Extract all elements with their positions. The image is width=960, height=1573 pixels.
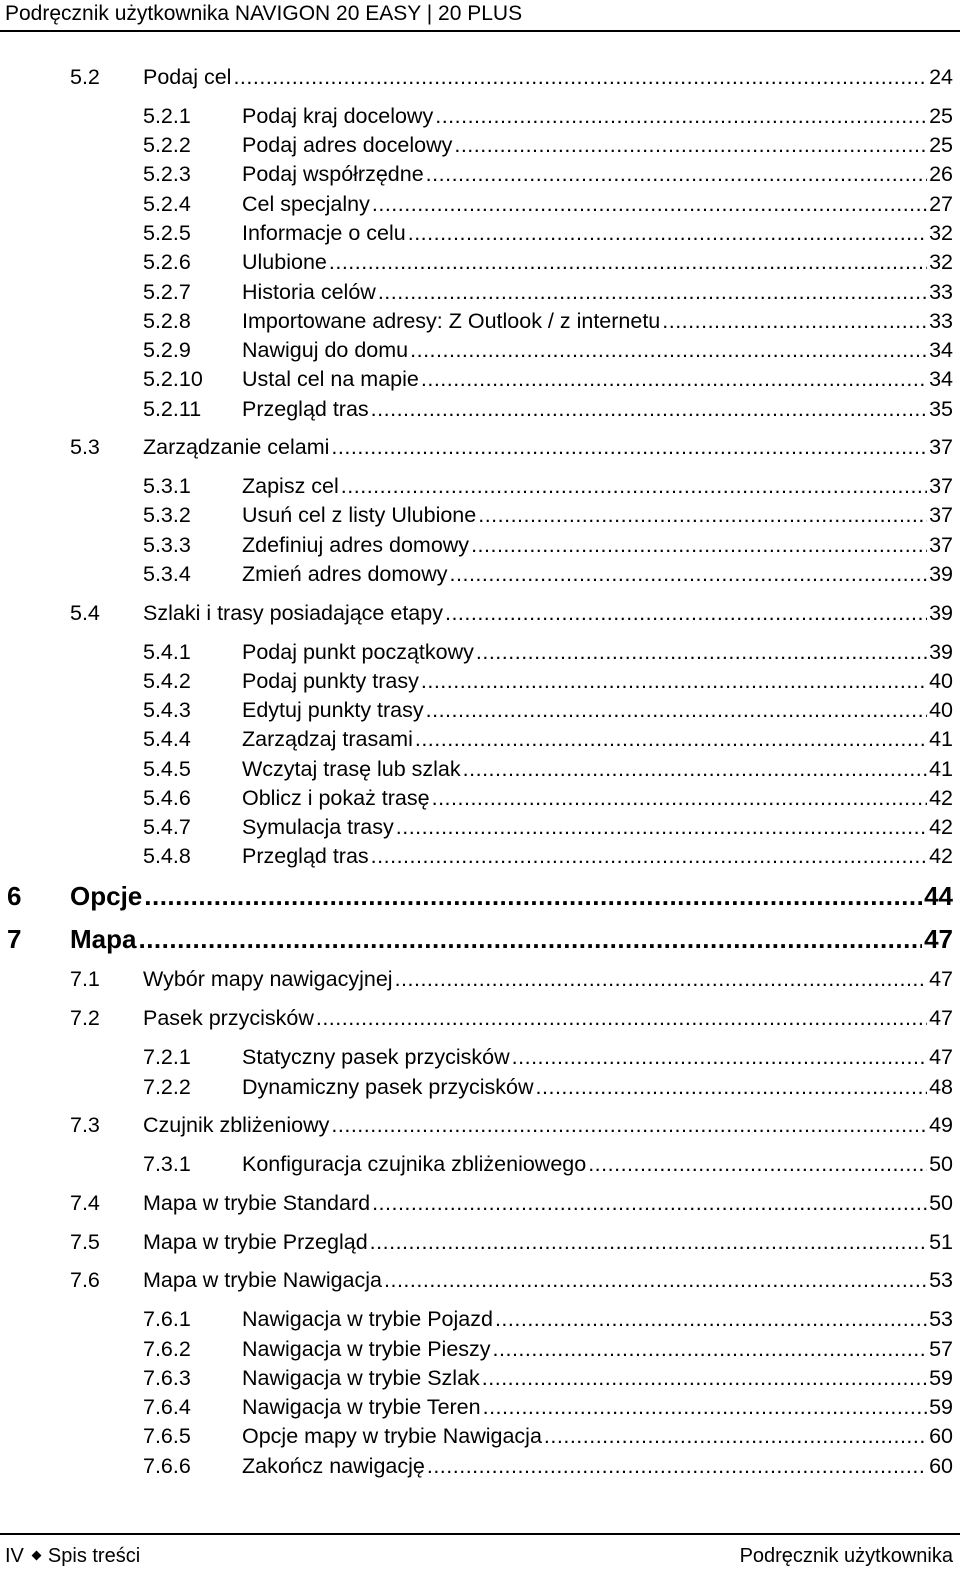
toc-entry-title: Statyczny pasek przycisków [242, 1045, 510, 1069]
toc-entry-level-3[interactable] [143, 395, 953, 423]
toc-entry-line [242, 667, 953, 695]
dot-leader [395, 965, 928, 993]
toc-entry-title: Opcje [70, 881, 143, 911]
dot-leader [408, 219, 927, 247]
page-footer [0, 1533, 960, 1573]
dot-leader [445, 599, 927, 627]
dot-leader [435, 102, 927, 130]
dot-leader [427, 1452, 927, 1480]
dot-leader [421, 365, 927, 393]
toc-entry-line [242, 102, 953, 130]
toc-entry-line [242, 1073, 953, 1101]
toc-entry-level-2[interactable] [70, 965, 953, 993]
toc-entry-level-3[interactable] [143, 336, 953, 364]
toc-entry-number: 5.4.5 [143, 757, 191, 781]
toc-entry-level-3[interactable] [143, 755, 953, 783]
toc-entry-page-number: 50 [929, 1191, 953, 1215]
toc-entry-number: 7.1 [70, 967, 100, 991]
toc-entry-page-number: 48 [929, 1075, 953, 1099]
toc-entry-title: Usuń cel z listy Ulubione [242, 503, 477, 527]
toc-entry-line [143, 1004, 953, 1032]
toc-entry-level-3[interactable] [143, 1422, 953, 1450]
dot-leader [426, 696, 927, 724]
toc-entry-title: Konfiguracja czujnika zbliżeniowego [242, 1152, 587, 1176]
toc-entry-number: 6 [7, 881, 22, 911]
toc-entry-level-3[interactable] [143, 472, 953, 500]
dot-leader [432, 784, 927, 812]
toc-entry-number: 5.4 [70, 601, 100, 625]
toc-entry-page-number: 25 [929, 104, 953, 128]
toc-entry-page-number: 42 [929, 815, 953, 839]
toc-entry-number: 5.4.4 [143, 727, 191, 751]
toc-entry-title: Wczytaj trasę lub szlak [242, 757, 461, 781]
toc-entry-line [143, 599, 953, 627]
toc-entry-number: 5.3.3 [143, 533, 191, 557]
toc-entry-level-3[interactable] [143, 102, 953, 130]
toc-entry-line [242, 131, 953, 159]
dot-leader [426, 160, 927, 188]
dot-leader [371, 395, 927, 423]
toc-entry-line [143, 965, 953, 993]
toc-entry-number: 5.3 [70, 435, 100, 459]
toc-entry-page-number: 47 [929, 967, 953, 991]
toc-entry-line [143, 1266, 953, 1294]
toc-entry-line [242, 531, 953, 559]
toc-entry-page-number: 49 [929, 1113, 953, 1137]
dot-leader [588, 1150, 927, 1178]
footer-section-name: Spis treści [47, 1545, 141, 1567]
toc-entry-page-number: 60 [929, 1424, 953, 1448]
toc-entry-line [242, 1422, 953, 1450]
toc-entry-line [242, 160, 953, 188]
toc-entry-level-2[interactable] [70, 1111, 953, 1139]
toc-entry-title: Symulacja trasy [242, 815, 394, 839]
toc-entry-number: 7 [7, 924, 22, 954]
dot-leader [371, 842, 927, 870]
toc-entry-line [242, 472, 953, 500]
dot-leader [483, 1393, 927, 1421]
toc-entry-level-3[interactable] [143, 501, 953, 529]
dot-leader [512, 1043, 927, 1071]
dot-leader [372, 190, 927, 218]
toc-entry-page-number: 47 [929, 1045, 953, 1069]
toc-entry-page-number: 33 [929, 309, 953, 333]
toc-entry-page-number: 39 [929, 601, 953, 625]
dot-leader [495, 1305, 927, 1333]
toc-entry-line [242, 842, 953, 870]
toc-entry-title: Podaj punkt początkowy [242, 640, 474, 664]
toc-entry-level-3[interactable] [143, 1305, 953, 1333]
toc-entry-level-3[interactable] [143, 1364, 953, 1392]
toc-entry-title: Mapa [70, 924, 137, 954]
toc-entry-title: Nawigacja w trybie Teren [242, 1395, 481, 1419]
toc-entry-level-1[interactable] [7, 922, 953, 956]
toc-entry-level-3[interactable] [143, 638, 953, 666]
dot-leader [415, 725, 927, 753]
dot-leader [331, 433, 927, 461]
toc-entry-level-3[interactable] [143, 531, 953, 559]
toc-entry-level-2[interactable] [70, 63, 953, 91]
toc-entry-number: 7.6.6 [143, 1454, 191, 1478]
toc-entry-page-number: 35 [929, 397, 953, 421]
toc-entry-line [242, 696, 953, 724]
toc-entry-page-number: 44 [924, 881, 953, 911]
toc-entry-number: 5.2.1 [143, 104, 191, 128]
toc-entry-page-number: 41 [929, 727, 953, 751]
footer-document-name: Podręcznik użytkownika [739, 1545, 953, 1567]
dot-leader [144, 879, 922, 913]
toc-entry-line [143, 1189, 953, 1217]
toc-entry-line [242, 219, 953, 247]
toc-entry-level-3[interactable] [143, 1043, 953, 1071]
dot-leader [341, 472, 927, 500]
toc-entry-title: Nawigacja w trybie Pojazd [242, 1307, 493, 1331]
toc-entry-level-3[interactable] [143, 842, 953, 870]
toc-entry-title: Ulubione [242, 250, 327, 274]
footer-page-number: IV [5, 1545, 24, 1567]
dot-leader [384, 1266, 927, 1294]
toc-entry-title: Wybór mapy nawigacyjnej [143, 967, 393, 991]
toc-entry-page-number: 39 [929, 562, 953, 586]
toc-entry-number: 5.4.7 [143, 815, 191, 839]
dot-leader [536, 1073, 928, 1101]
toc-entry-line [242, 395, 953, 423]
toc-entry-title: Nawigacja w trybie Pieszy [242, 1337, 491, 1361]
toc-entry-line [242, 638, 953, 666]
dot-leader [233, 63, 927, 91]
toc-entry-title: Czujnik zbliżeniowy [143, 1113, 330, 1137]
toc-entry-page-number: 59 [929, 1366, 953, 1390]
toc-entry-number: 5.2.8 [143, 309, 191, 333]
toc-entry-number: 7.6.3 [143, 1366, 191, 1390]
toc-entry-page-number: 53 [929, 1307, 953, 1331]
toc-entry-title: Edytuj punkty trasy [242, 698, 424, 722]
toc-entry-line [242, 1150, 953, 1178]
toc-entry-number: 7.3.1 [143, 1152, 191, 1176]
toc-entry-page-number: 47 [924, 924, 953, 954]
toc-entry-level-3[interactable] [143, 560, 953, 588]
dot-leader [471, 531, 927, 559]
toc-entry-number: 5.4.2 [143, 669, 191, 693]
toc-entry-number: 7.2 [70, 1006, 100, 1030]
toc-entry-level-3[interactable] [143, 131, 953, 159]
dot-leader [450, 560, 928, 588]
toc-entry-title: Nawiguj do domu [242, 338, 409, 362]
toc-entry-level-3[interactable] [143, 160, 953, 188]
toc-entry-number: 7.2.2 [143, 1075, 191, 1099]
toc-entry-number: 5.2.7 [143, 280, 191, 304]
toc-entry-page-number: 37 [929, 474, 953, 498]
dot-leader [396, 813, 927, 841]
toc-entry-level-3[interactable] [143, 696, 953, 724]
toc-entry-title: Ustal cel na mapie [242, 367, 419, 391]
toc-entry-line [242, 1364, 953, 1392]
toc-entry-line [242, 1043, 953, 1071]
toc-entry-page-number: 51 [929, 1230, 953, 1254]
toc-entry-page-number: 40 [929, 698, 953, 722]
dot-leader [482, 1364, 927, 1392]
toc-entry-number: 7.4 [70, 1191, 100, 1215]
dot-leader [662, 307, 927, 335]
dot-leader [331, 1111, 927, 1139]
toc-entry-level-3[interactable] [143, 365, 953, 393]
toc-entry-page-number: 50 [929, 1152, 953, 1176]
toc-entry-level-2[interactable] [70, 1189, 953, 1217]
toc-entry-line [242, 560, 953, 588]
dot-leader [478, 501, 927, 529]
toc-entry-line [143, 1228, 953, 1256]
toc-entry-line [242, 190, 953, 218]
toc-entry-page-number: 25 [929, 133, 953, 157]
document-title: Podręcznik użytkownika NAVIGON 20 EASY | 20 PLUS [5, 2, 523, 25]
toc-entry-line [242, 813, 953, 841]
toc-entry-title: Zarządzaj trasami [242, 727, 413, 751]
toc-entry-title: Przegląd tras [242, 397, 369, 421]
toc-entry-level-3[interactable] [143, 307, 953, 335]
toc-entry-page-number: 32 [929, 250, 953, 274]
toc-entry-number: 5.4.6 [143, 786, 191, 810]
toc-entry-number: 5.2.10 [143, 367, 203, 391]
toc-entry-page-number: 34 [929, 367, 953, 391]
toc-entry-line [242, 307, 953, 335]
toc-entry-number: 7.2.1 [143, 1045, 191, 1069]
toc-entry-page-number: 32 [929, 221, 953, 245]
toc-entry-page-number: 57 [929, 1337, 953, 1361]
toc-entry-title: Mapa w trybie Standard [143, 1191, 371, 1215]
toc-entry-page-number: 41 [929, 757, 953, 781]
toc-entry-level-2[interactable] [70, 1004, 953, 1032]
toc-entry-title: Zarządzanie celami [143, 435, 330, 459]
toc-entry-title: Przegląd tras [242, 844, 369, 868]
toc-entry-title: Importowane adresy: Z Outlook / z internetu [242, 309, 661, 333]
toc-entry-title: Podaj punkty trasy [242, 669, 419, 693]
toc-entry-page-number: 26 [929, 162, 953, 186]
toc-entry-line [242, 1305, 953, 1333]
dot-leader [454, 131, 927, 159]
toc-entry-number: 7.6.5 [143, 1424, 191, 1448]
toc-entry-page-number: 33 [929, 280, 953, 304]
dot-leader [138, 922, 922, 956]
toc-entry-title: Informacje o celu [242, 221, 406, 245]
toc-entry-level-1[interactable] [7, 879, 953, 913]
toc-entry-line [242, 336, 953, 364]
toc-entry-title: Szlaki i trasy posiadające etapy [143, 601, 443, 625]
toc-entry-line [242, 365, 953, 393]
toc-entry-page-number: 37 [929, 503, 953, 527]
toc-entry-title: Podaj cel [143, 65, 232, 89]
toc-entry-level-3[interactable] [143, 1073, 953, 1101]
toc-entry-level-3[interactable] [143, 219, 953, 247]
toc-entry-page-number: 60 [929, 1454, 953, 1478]
toc-entry-title: Zakończ nawigację [242, 1454, 425, 1478]
toc-entry-line [242, 501, 953, 529]
toc-entry-title: Podaj współrzędne [242, 162, 424, 186]
dot-leader [421, 667, 927, 695]
toc-entry-line [242, 1335, 953, 1363]
toc-entry-line [70, 922, 953, 956]
toc-entry-number: 5.2.11 [143, 397, 202, 421]
toc-entry-level-2[interactable] [70, 1266, 953, 1294]
toc-entry-title: Opcje mapy w trybie Nawigacja [242, 1424, 542, 1448]
toc-entry-level-3[interactable] [143, 1393, 953, 1421]
toc-entry-line [242, 278, 953, 306]
toc-entry-number: 5.2.2 [143, 133, 191, 157]
toc-entry-number: 7.5 [70, 1230, 100, 1254]
toc-entry-level-3[interactable] [143, 190, 953, 218]
toc-entry-title: Zapisz cel [242, 474, 339, 498]
toc-entry-level-2[interactable] [70, 1228, 953, 1256]
toc-entry-page-number: 37 [929, 533, 953, 557]
toc-entry-page-number: 39 [929, 640, 953, 664]
toc-entry-number: 5.2 [70, 65, 100, 89]
toc-entry-title: Zmień adres domowy [242, 562, 448, 586]
toc-entry-page-number: 59 [929, 1395, 953, 1419]
toc-entry-page-number: 53 [929, 1268, 953, 1292]
toc-entry-level-3[interactable] [143, 667, 953, 695]
dot-leader [463, 755, 927, 783]
toc-entry-title: Podaj adres docelowy [242, 133, 453, 157]
toc-entry-line [143, 63, 953, 91]
dot-leader [493, 1335, 928, 1363]
diamond-icon [31, 1550, 41, 1560]
toc-entry-page-number: 42 [929, 786, 953, 810]
dot-leader [378, 278, 927, 306]
toc-entry-title: Historia celów [242, 280, 376, 304]
toc-entry-number: 5.4.1 [143, 640, 191, 664]
footer-left [5, 1544, 140, 1568]
toc-entry-level-3[interactable] [143, 1452, 953, 1480]
toc-entry-title: Mapa w trybie Nawigacja [143, 1268, 382, 1292]
toc-entry-page-number: 47 [929, 1006, 953, 1030]
toc-entry-number: 5.2.4 [143, 192, 191, 216]
dot-leader [316, 1004, 927, 1032]
dot-leader [372, 1189, 927, 1217]
dot-leader [329, 248, 927, 276]
toc-entry-line [143, 1111, 953, 1139]
toc-entry-level-2[interactable] [70, 433, 953, 461]
toc-entry-line [242, 248, 953, 276]
toc-entry-title: Podaj kraj docelowy [242, 104, 434, 128]
toc-entry-number: 5.2.6 [143, 250, 191, 274]
toc-entry-level-3[interactable] [143, 813, 953, 841]
toc-entry-number: 5.2.9 [143, 338, 191, 362]
toc-entry-line [242, 1393, 953, 1421]
toc-entry-level-3[interactable] [143, 1335, 953, 1363]
toc-entry-number: 5.2.5 [143, 221, 191, 245]
toc-entry-title: Dynamiczny pasek przycisków [242, 1075, 534, 1099]
toc-entry-level-3[interactable] [143, 278, 953, 306]
toc-entry-line [242, 725, 953, 753]
toc-entry-page-number: 40 [929, 669, 953, 693]
toc-entry-line [143, 433, 953, 461]
toc-entry-title: Nawigacja w trybie Szlak [242, 1366, 480, 1390]
toc-entry-number: 5.3.2 [143, 503, 191, 527]
toc-entry-number: 7.6 [70, 1268, 100, 1292]
dot-leader [476, 638, 927, 666]
toc-entry-title: Oblicz i pokaż trasę [242, 786, 430, 810]
toc-entry-number: 7.3 [70, 1113, 100, 1137]
dot-leader [410, 336, 927, 364]
toc-entry-title: Mapa w trybie Przegląd [143, 1230, 368, 1254]
dot-leader [370, 1228, 927, 1256]
dot-leader [544, 1422, 927, 1450]
toc-entry-line [242, 1452, 953, 1480]
toc-entry-number: 7.6.1 [143, 1307, 191, 1331]
toc-entry-number: 5.2.3 [143, 162, 191, 186]
toc-entry-line [70, 879, 953, 913]
toc-entry-title: Pasek przycisków [143, 1006, 314, 1030]
toc-entry-level-2[interactable] [70, 599, 953, 627]
toc-entry-page-number: 37 [929, 435, 953, 459]
toc-entry-line [242, 784, 953, 812]
toc-entry-number: 5.4.3 [143, 698, 191, 722]
toc-entry-level-3[interactable] [143, 725, 953, 753]
toc-entry-title: Zdefiniuj adres domowy [242, 533, 470, 557]
toc-entry-number: 5.3.4 [143, 562, 191, 586]
toc-entry-page-number: 27 [929, 192, 953, 216]
toc-entry-number: 5.3.1 [143, 474, 191, 498]
toc-entry-level-3[interactable] [143, 784, 953, 812]
toc-entry-level-3[interactable] [143, 1150, 953, 1178]
toc-entry-page-number: 24 [929, 65, 953, 89]
toc-entry-number: 5.4.8 [143, 844, 191, 868]
toc-entry-line [242, 755, 953, 783]
toc-entry-page-number: 42 [929, 844, 953, 868]
toc-entry-title: Cel specjalny [242, 192, 370, 216]
toc-entry-page-number: 34 [929, 338, 953, 362]
toc-entry-level-3[interactable] [143, 248, 953, 276]
toc-entry-number: 7.6.2 [143, 1337, 191, 1361]
toc-entry-number: 7.6.4 [143, 1395, 191, 1419]
